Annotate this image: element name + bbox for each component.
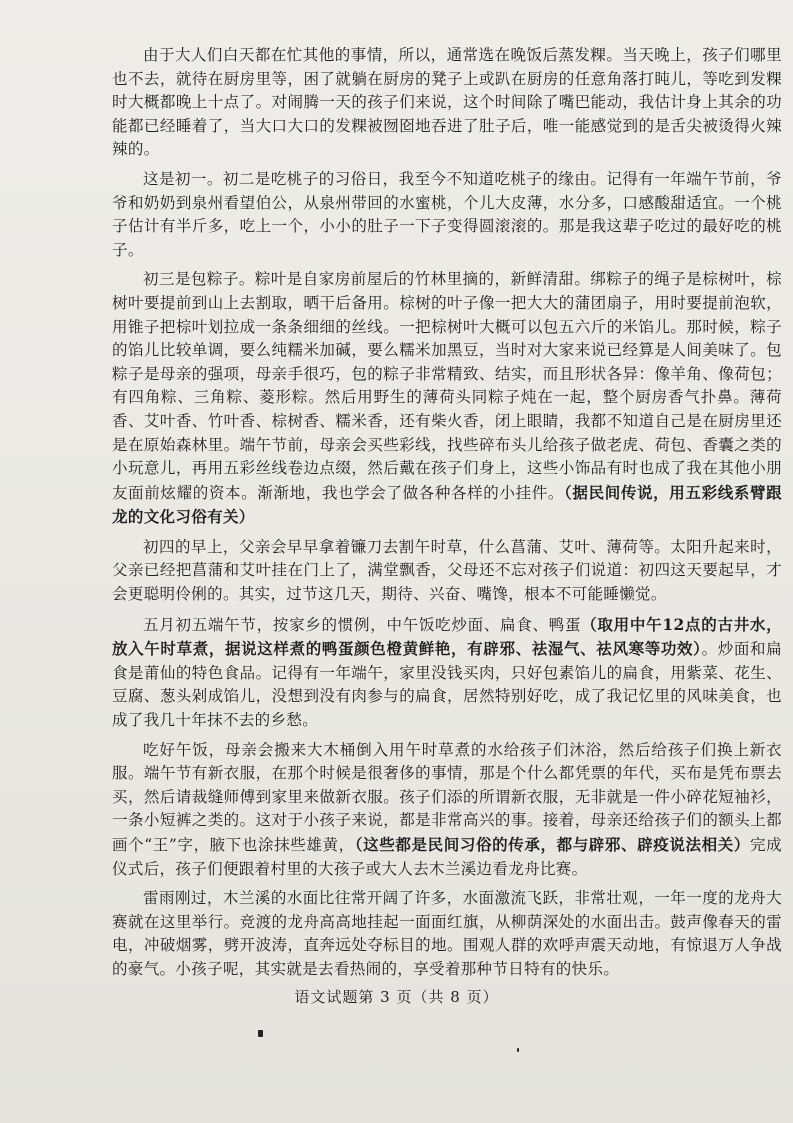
paragraph-7: 雷雨刚过，木兰溪的水面比往常开阔了许多，水面激流飞跃，非常壮观，一年一度的龙舟大赛就在这里举行。竞渡的龙舟高高地挂起一面面红旗，从柳荫深处的水面出击。鼓声像春天的雷电，冲破烟雾，劈开波涛，直奔远处夺标目的地。围观人群的欢呼声震天动地，有惊退万人争战的豪气。小孩子呢，其实就是去看热闹的，享受着那种节日特有的快乐。: [112, 889, 782, 978]
paragraph-6: 吃好午饭，母亲会搬来大木桶倒入用午时草煮的水给孩子们沐浴，然后给孩子们换上新衣服。端午节有新衣服，在那个时候是很奢侈的事情，那是个什么都凭票的年代，买布是凭布票去买，然后请裁缝师傅到家里来做新衣服。孩子们添的所谓新衣服，无非就是一件小碎花短袖衫，一条小短裤之类的。这对于小孩子来说，都是非常高兴的事。接着，母亲还给孩子们的额头上都画个“王”字，腋下也涂抹些雄黄，（这些都是民间习俗的传承，都与辟邪、辟疫说法相关）完成仪式后，孩子们便跟着村里的大孩子或大人去木兰溪边看龙舟比赛。: [112, 740, 782, 878]
bold-note: （这些都是民间习俗的传承，都与辟邪、辟疫说法相关）: [354, 835, 751, 854]
page-footer: 语文试题第 3 页（共 8 页）: [294, 988, 499, 1006]
paragraph-5: 五月初五端午节，按家乡的惯例，中午饭吃炒面、扁食、鸭蛋（取用中午12点的古井水，放入午时草煮，据说这样煮的鸭蛋颜色橙黄鲜艳，有辟邪、祛湿气、祛风寒等功效）。炒面和扁食是莆仙的特色食品。记得有一年端午，家里没钱买肉，只好包素馅儿的扁食，用紫菜、花生、豆腐、葱头剁成馅儿，没想到没有肉参与的扁食，居然特别好吃，成了我记忆里的风味美食，也成了我几十年抹不去的乡愁。: [112, 614, 782, 730]
scan-speck: [517, 1048, 519, 1052]
scan-speck: [258, 1030, 263, 1037]
article-body: [112, 44, 782, 988]
bold-note: （据民间传说，用五彩线系臂跟龙的文化习俗有关）: [112, 482, 782, 527]
paragraph-4: 初四的早上，父亲会早早拿着镰刀去割午时草，什么菖蒲、艾叶、薄荷等。太阳升起来时，父亲已经把菖蒲和艾叶挂在门上了，满堂飘香，父母还不忘对孩子们说道：初四这天要起早，才会更聪明伶俐的。其实，过节这几天，期待、兴奋、嘴馋，根本不可能睡懒觉。: [112, 537, 782, 604]
paragraph-1: 由于大人们白天都在忙其他的事情，所以，通常选在晚饭后蒸发粿。当天晚上，孩子们哪里也不去，就待在厨房里等，困了就躺在厨房的凳子上或趴在厨房的任意角落打盹儿，等吃到发粿时大概都晚上十点了。对闹腾一天的孩子们来说，这个时间除了嘴巴能动，我估计身上其余的功能都已经睡着了，当大口大口的发粿被囫囵地吞进了肚子后，唯一能感觉到的是舌尖被烫得火辣辣的。: [112, 46, 782, 159]
bold-note: （取用中午12点的古井水，放入午时草煮，据说这样煮的鸭蛋颜色橙黄鲜艳，有辟邪、祛湿气、祛风寒等功效）: [112, 614, 782, 659]
paragraph-2: 这是初一。初二是吃桃子的习俗日，我至今不知道吃桃子的缘由。记得有一年端午节前，爷爷和奶奶到泉州看望伯公，从泉州带回的水蜜桃，个儿大皮薄，水分多，口感酸甜适宜。一个桃子估计有半斤多，吃上一个，小小的肚子一下子变得圆滚滚的。那是我这辈子吃过的最好吃的桃子。: [112, 169, 782, 259]
paragraph-3: 初三是包粽子。粽叶是自家房前屋后的竹林里摘的，新鲜清甜。绑粽子的绳子是棕树叶，棕树叶要提前到山上去割取，晒干后备用。棕树的叶子像一把大大的蒲团扇子，用时要提前泡软，用锥子把棕叶划拉成一条条细细的丝线。一把棕树叶大概可以包五六斤的米馅儿。那时候，粽子的馅儿比较单调，要么纯糯米加碱，要么糯米加黑豆，当时对大家来说已经算是人间美味了。包粽子是母亲的强项，母亲手很巧，包的粽子非常精致、结实，而且形状各异：像羊角、像荷包；有四角粽、三角粽、菱形粽。然后用野生的薄荷头同粽子炖在一起，整个厨房香气扑鼻。薄荷香、艾叶香、竹叶香、棕树香、糯米香，还有柴火香，闭上眼睛，我都不知道自己是在厨房里还是在原始森林里。端午节前，母亲会买些彩线，找些碎布头儿给孩子做老虎、荷包、香囊之类的小玩意儿，再用五彩丝线卷边点缀，然后戴在孩子们身上，这些小饰品有时也成了我在其他小朋友面前炫耀的资本。渐渐地，我也学会了做各种各样的小挂件。（据民间传说，用五彩线系臂跟龙的文化习俗有关）: [112, 270, 782, 527]
